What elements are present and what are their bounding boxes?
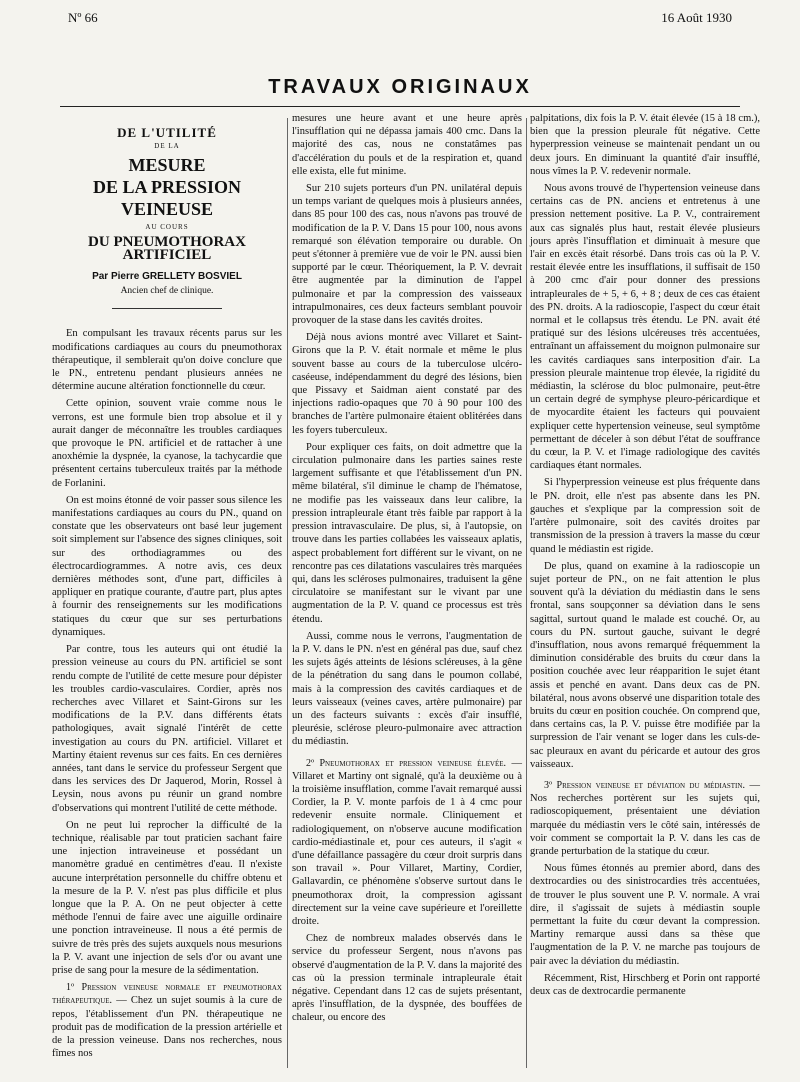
- paragraph: On est moins étonné de voir passer sous silence les manifestations cardiaques au cours du PN., quand on constate que les observateurs ont basé leur jugement soit simplement sur l'absence des signes cliniques, soit sur des orthodiagrammes ou des électrocardiogrammes. A notre avis, ces deux dernières méthodes sont, d'une part, difficiles à appliquer en pratique courante, d'autre part, plus aptes à fournir des renseignements sur les modifications statiques du cœur que sur ses perturbations dynamiques.: [52, 494, 282, 638]
- title-line: DE LA PRESSION VEINEUSE: [92, 177, 242, 220]
- paragraph: [52, 981, 282, 1060]
- paragraph: Chez de nombreux malades observés dans le service du professeur Sergent, nous n'avons pas observé d'augmentation de la P. V. dans la majorité des cas où la pression terminale intrapleurale était négative. Cependant dans 12 cas de sujets présentant, après l'insufflation, de la dyspnée, des bouffées de chaleur, ou encore des: [292, 933, 522, 1024]
- paragraph: Si l'hyperpression veineuse est plus fréquente dans le PN. droit, elle n'est pas absente dans les PN. gauches et s'explique par la compression soit de l'artère pulmonaire, soit des cavités droites par transmission de la pression à travers la masse du cœur quand le médiastin est rigide.: [530, 477, 760, 555]
- paragraph: Nous fûmes étonnés au premier abord, dans des dextrocardies ou des sinistrocardies très accentuées, de trouver le plus souvent une P. V. normale. A vrai dire, il s'agissait de sujets à médiastin souple permettant la fuite du cœur devant la compression. Martiny remarque aussi dans sa thèse que l'augmentation de la P. V. ne marche pas toujours de pair avec la déviation du médiastin.: [530, 863, 760, 967]
- paragraph: Par contre, tous les auteurs qui ont étudié la pression veineuse au cours du PN. artificiel se sont rendu compte de l'utilité de cette mesure pour dépister les troubles cardio-vasculaires. Cordier, après nos recherches avec Villaret et Saint-Girons sur les modifications de la P.V. dans différents états pathologiques, avait signalé l'intérêt de cette investigation au cours du PN. artificiel. Villaret et Martiny étaient revenus sur ces faits. En ces dernières années, tant dans le service du professeur Sergent que dans les services des Dr Jaquerod, Morin, Rossel à Leysin, nous avons pu réunir un grand nombre d'observations qui montrent l'utilité de cette méthode.: [52, 644, 282, 814]
- subsection-heading: 1º Pression veineuse normale et pneumothorax thérapeutique.: [52, 982, 282, 1007]
- paragraph: En compulsant les travaux récents parus sur les modifications cardiaques au cours du pneumothorax thérapeutique, il semblerait qu'on doive conclure que le PN., entretenu pendant plusieurs années ne détermine aucune altération fonctionnelle du cœur.: [52, 328, 282, 393]
- author-role: Ancien chef de clinique.: [120, 286, 214, 297]
- article-title-block: [52, 126, 282, 309]
- column-3: [530, 112, 760, 1002]
- title-line: MESURE: [128, 155, 206, 176]
- paragraph: [530, 779, 760, 858]
- title-line: DE L'UTILITÉ: [117, 125, 217, 140]
- title-line: AU COURS: [145, 223, 189, 232]
- column-2: [292, 112, 522, 1029]
- subsection-heading: 2º Pneumothorax et pression veineuse élevée.: [306, 757, 507, 769]
- section-rule: [60, 106, 740, 107]
- paragraph-text: — Villaret et Martiny ont signalé, qu'à la deuxième ou à la troisième insufflation, comme l'avait remarqué aussi Cordier, la P. V. monte parfois de 1 à 4 cmc pour redevenir ensuite normale. Cliniquement et radiologiquement, on n'observe aucune modification cardio-médiastinale et, pour ces auteurs, il s'agit « d'une défaillance passagère du cœur droit surpris dans son travail ». Pour Villaret, Martiny, Cordier, Gallavardin, ce phénomène s'observe surtout dans le pneumothorax droit, la compression agissant directement sur la veine cave supérieure et l'oreillette droite.: [292, 757, 523, 927]
- paragraph: Sur 210 sujets porteurs d'un PN. unilatéral depuis un temps variant de quelques mois à plusieurs années, dans 85 pour 100 des cas, nous n'avons pas trouvé de modification de la P. V. Dans 15 pour 100, nous avons remarqué son élévation temporaire ou durable. On peut s'étonner à première vue de voir le PN. aussi bien supporté par le cœur. Théoriquement, la P. V. devrait être augmentée par la diminution de l'appel pulmonaire et par la compression des vaisseaux intrapulmonaires, ces deux facteurs semblant pouvoir provoquer de la stase dans les cavités droites.: [292, 183, 522, 327]
- paragraph: De plus, quand on examine à la radioscopie un sujet porteur de PN., on ne fait attention le plus souvent qu'à la déviation du médiastin dans le sens frontal, sans soupçonner sa déviation dans le sens sagittal, surtout quand le malade est couché. Or, au cours du PN. surtout gauche, suivant le degré d'insufflation, nous avons remarqué fréquemment la diminution considérable des bruits du cœur dans la position couchée avec leur réapparition le sujet étant assis et penché en avant. Dans deux cas de PN. bilatéral, nous avons observé une disparition totale des bruits du cœur en position couchée. On comprend que, dans certains cas, la P. V. puisse être modifiée par la surpression de l'air venant se loger dans les culs-de-sac pleuraux en avant du péricarde et autour des gros vaisseaux.: [530, 560, 760, 770]
- column-divider: [526, 118, 527, 1068]
- title-rule: [112, 308, 222, 309]
- paragraph: Nous avons trouvé de l'hypertension veineuse dans certains cas de PN. anciens et entretenus à une pression nettement positive. La P. V., contrairement aux cas signalés plus haut, restait élevée plusieurs jours après l'insufflation et diminuait à mesure que l'air en excès était résorbé. Dans trois cas où la P. V. restait élevée entre les insufflations, il suffisait de 150 à 200 cmc d'air pour donner des pressions intrapleurales de + 5, + 6, + 8 ; deux de ces cas étaient des PN. droits. A la radioscopie, l'aspect du cœur était normal et le collapsus très étendu. Le PN. avait été pratiqué sur des lésions ulcéreuses très accentuées, entraînant un affaissement du moignon pulmonaire sur les cavités cardiaques sans interposition d'air. La pression pleurale maintenue trop élevée, la rigidité du médiastin, la sclérose du bloc pulmonaire, peut-être un certain degré de symphyse pleuro-péricardique et de myocardite étaient les facteurs qui pouvaient expliquer cette hypertension veineuse, seul symptôme permettant de déceler à son début l'état de souffrance du cœur, la P. V. et l'image radiologique des cavités cardiaques étant normales.: [530, 183, 760, 472]
- paragraph-text: — Nos recherches portèrent sur les sujets qui, radioscopiquement, présentaient une déviation marquée du médiastin vers le côté sain, intéressés de voir comment se comportait la P. V. dans les cas de grande perturbation de la statique du cœur.: [530, 779, 760, 857]
- issue-number: Nº 66: [68, 10, 98, 25]
- paragraph: Cette opinion, souvent vraie comme nous le verrons, est une formule bien trop absolue et il y aurait danger de méconnaître les troubles cardiaques que provoque le PN. artificiel et de rattacher à une anoxhémie la dyspnée, la cyanose, la tachycardie que présentent certains tuberculeux traités par la méthode de Forlanini.: [52, 398, 282, 489]
- paragraph-text: — Chez un sujet soumis à la cure de repos, l'établissement d'un PN. thérapeutique ne produit pas de modification de la pression artérielle et de la pression veineuse. Dans nos recherches, nous fîmes nos: [52, 995, 282, 1060]
- paragraph: mesures une heure avant et une heure après l'insufflation qui ne dépassa jamais 400 cmc. Dans la majorité des cas, nous ne constatâmes pas d'accélération du pouls et de la respiration et, quand elle exista, elle fut minime.: [292, 113, 522, 177]
- paragraph: Pour expliquer ces faits, on doit admettre que la circulation pulmonaire dans les parties saines reste largement suffisante et que l'établissement d'un PN. même bilatéral, s'il diminue le champ de l'hématose, ne modifie pas les vaisseaux dans leur calibre, la pression intrapleurale étant très faible par rapport à la pression intravasculaire. De plus, si, à l'autopsie, on trouve dans les parties collabées les vaisseaux aplatis, aspect probablement fort différent sur le vivant, on ne rencontre pas ces dilatations vasculaires très marquées qui, dans les scléroses pulmonaires, traduisent la gêne circulatoire se manifestant sur le vivant par une augmentation de la P. V. quand ce processus est très étendu.: [292, 441, 522, 625]
- paragraph: Déjà nous avions montré avec Villaret et Saint-Girons que la P. V. était normale et même le plus souvent basse au cours de la tuberculose ulcéro-caséeuse, indépendamment du degré des lésions, bien que Pissavy et Saidman aient constaté par des injections radio-opaques que 70 à 90 pour 100 des branches de l'artère pulmonaire étaient oblitérées dans les foyers tuberculeux.: [292, 332, 522, 436]
- paragraph: Récemment, Rist, Hirschberg et Porin ont rapporté deux cas de dextrocardie permanente: [530, 972, 760, 997]
- title-line: DE LA: [154, 142, 180, 151]
- title-line: DU PNEUMOTHORAX ARTIFICIEL: [88, 233, 246, 263]
- paragraph: palpitations, dix fois la P. V. était élevée (15 à 18 cm.), bien que la pression pleurale fût négative. Cette hyperpression veineuse se maintenait pendant un ou deux jours. En diminuant la quantité d'air insufflé, nous vîmes la P. V. redevenir normale.: [530, 113, 760, 177]
- section-title: TRAVAUX ORIGINAUX: [268, 76, 532, 98]
- paragraph: On ne peut lui reprocher la difficulté de la technique, réalisable par tout praticien sachant faire une injection intraveineuse et possédant un manomètre gradué en centimètres d'eau. Il n'existe aucune interprétation personnelle du chiffre obtenu et la mesure de la P. V. n'est pas plus difficile et plus longue que la P. A. On ne peut objecter à cette méthode l'ennui de faire avec une aiguille ordinaire une ponction intraveineuse. Il nous a été permis de suivre de très près des sujets auxquels nous mesurions la P. V. avant une injection de sels d'or ou avant une prise de sang pour la mesure de la sédimentation.: [52, 819, 282, 976]
- column-divider: [287, 118, 288, 1068]
- paragraph: [292, 757, 522, 929]
- column-1: [52, 112, 282, 1064]
- author: Par Pierre GRELLETY BOSVIEL: [92, 271, 242, 283]
- subsection-heading: 3º Pression veineuse et déviation du médiastin.: [544, 779, 745, 791]
- issue-date: 16 Août 1930: [661, 10, 732, 25]
- paragraph: Aussi, comme nous le verrons, l'augmentation de la P. V. dans le PN. n'est en général pas due, sauf chez les sujets âgés atteints de lésions scléreuses, à la gêne de la pénétration du sang dans le poumon collabé, mais à la compression des cavités cardiaques et de leurs vaisseaux (veines caves, artère pulmonaire) par un des facteurs suivants : excès d'air insufflé, pleurésie, sclérose pleuro-pulmonaire avec attraction du médiastin.: [292, 630, 522, 748]
